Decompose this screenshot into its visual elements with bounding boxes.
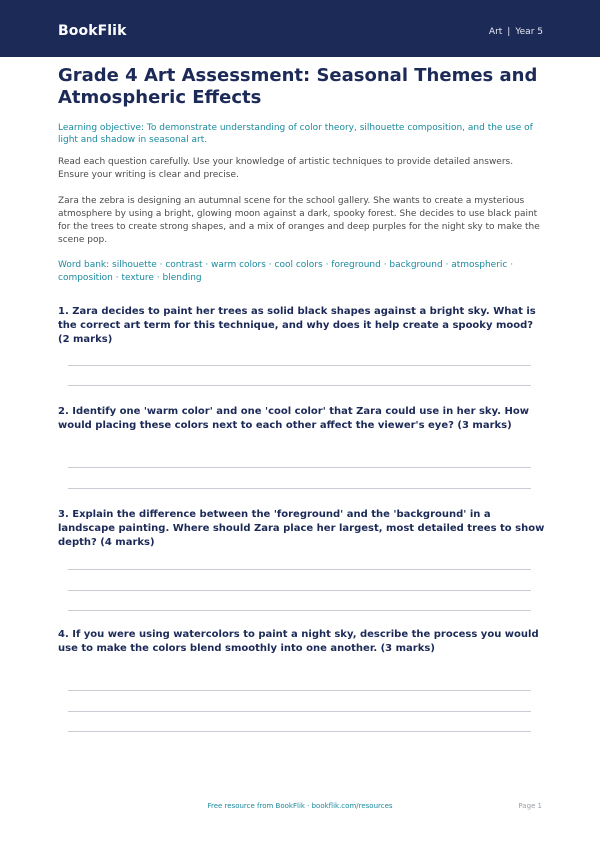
question-3: 3. Explain the difference between the 'foreground' and the 'background' in a landscape painting. Where should Zara place her largest, most detailed trees to show depth? (4 marks): [58, 509, 545, 548]
answer-line[interactable]: [68, 569, 531, 570]
answer-line[interactable]: [68, 711, 531, 712]
answer-line[interactable]: [68, 610, 531, 611]
year-label: Year 5: [515, 27, 543, 37]
answer-line[interactable]: [68, 590, 531, 591]
subject-label: Art: [488, 27, 503, 37]
learning-objective: Learning objective: To demonstrate understanding of color theory, silhouette composition, and the use of light and shadow in seasonal art.: [58, 123, 533, 145]
word-bank: Word bank: silhouette · contrast · warm colors · cool colors · foreground · background · atmospheric · composition · texture · blending: [58, 260, 514, 283]
footer-link[interactable]: Free resource from BookFlik · bookflik.com/resources: [207, 802, 393, 810]
instructions-paragraph: Read each question carefully. Use your knowledge of artistic techniques to provide detailed answers. Ensure your writing is clear and precise.: [58, 157, 514, 180]
page-title: Grade 4 Art Assessment: Seasonal Themes and Atmospheric Effects: [58, 65, 538, 108]
answer-line[interactable]: [68, 488, 531, 489]
question-4: 4. If you were using watercolors to paint a night sky, describe the process you would use to make the colors blend smoothly into one another. (3 marks): [58, 629, 539, 654]
answer-line[interactable]: [68, 385, 531, 386]
page-header: [0, 0, 600, 57]
question-1: 1. Zara decides to paint her trees as solid black shapes against a bright sky. What is the correct art term for this technique, and why does it help create a spooky mood? (2 marks): [58, 306, 536, 345]
answer-line[interactable]: [68, 467, 531, 468]
brand-logo: BookFlik: [58, 23, 127, 39]
question-2: 2. Identify one 'warm color' and one 'cool color' that Zara could use in her sky. How would placing these colors next to each other affect the viewer's eye? (3 marks): [58, 406, 529, 431]
subject-year-label: [489, 27, 543, 37]
answer-line[interactable]: [68, 731, 531, 732]
page-number: Page 1: [518, 802, 542, 810]
answer-line[interactable]: [68, 365, 531, 366]
scenario-paragraph: Zara the zebra is designing an autumnal scene for the school gallery. She wants to create a mysterious atmosphere by using a bright, glowing moon against a dark, spooky forest. She decides to use black paint for the trees to create strong shapes, and a mix of oranges and deep purples for the night sky to make the scene pop.: [58, 196, 540, 245]
answer-line[interactable]: [68, 690, 531, 691]
separator: |: [507, 27, 511, 37]
